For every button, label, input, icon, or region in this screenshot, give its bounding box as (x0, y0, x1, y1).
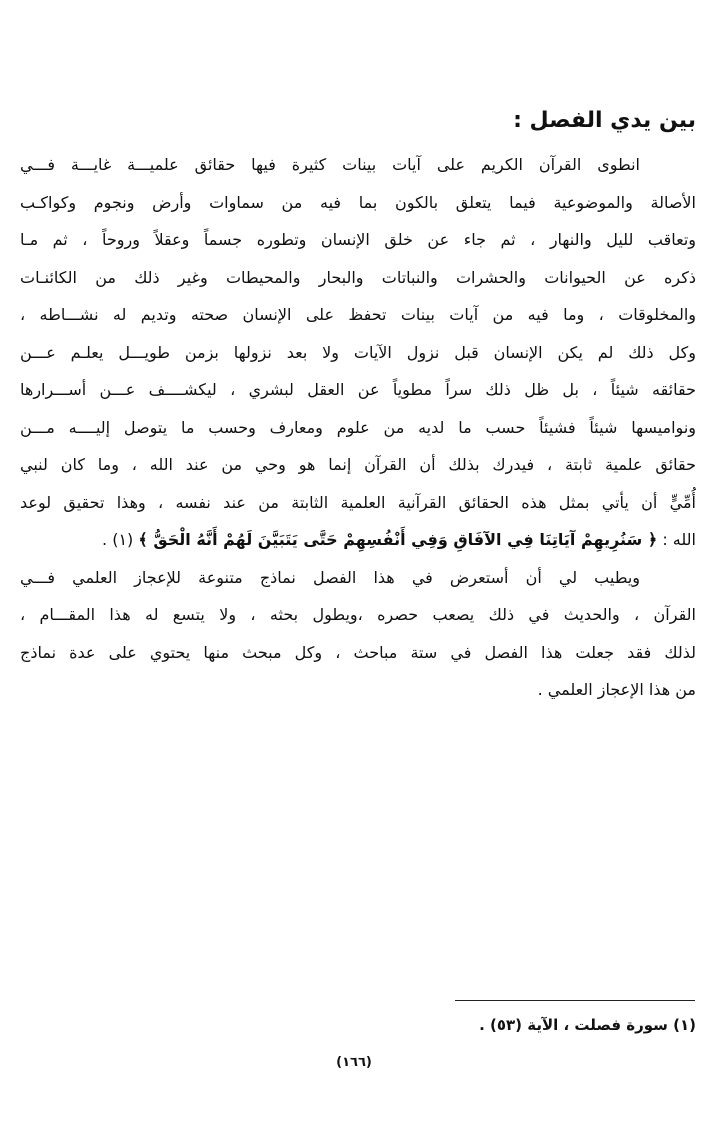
quran-verse: ﴿ سَنُرِيهِمْ آيَاتِنَا فِي الآفَاقِ وَفِي أَنْفُسِهِمْ حَتَّى يَتَبَيَّنَ لَهُمْ أَنَّهُ الْحَقُّ ﴾ (138, 530, 658, 549)
text-line: والمخلوقات ، وما فيه من آيات بينات تحفظ على الإنسان صحته وتديم له نشـــاطه ، (20, 305, 696, 324)
footnote-marker: (١) . (102, 530, 134, 549)
text-line: وتعاقب لليل والنهار ، ثم جاء عن خلق الإنسان وتطوره جسماً وعقلاً وروحاً ، ثم مـا (20, 230, 696, 249)
footnote-separator (455, 1000, 695, 1001)
footnote: (١) سورة فصلت ، الآية (٥٣) . (479, 1016, 696, 1034)
text-line: ونواميسها شيئاً فشيئاً حسب ما لديه من علوم ومعارف وحسب ما يتوصل إليــــه مـــن (20, 417, 696, 437)
text-line: أُمِّيٍّ أن يأتي بمثل هذه الحقائق القرآنية العلمية الثابتة من عند نفسه ، وهذا تحقيق لوعد (20, 492, 696, 512)
quran-verse-line (20, 521, 696, 559)
text-line: انطوى القرآن الكريم على آيات بينات كثيرة فيها حقائق علميـــة غايـــة فـــي (20, 155, 640, 174)
page-number: (١٦٦) (336, 1055, 372, 1070)
text-line: ويطيب لي أن أستعرض في هذا الفصل نماذج متنوعة للإعجاز العلمي فـــي (20, 567, 640, 587)
text-line: ذكره عن الحيوانات والحشرات والنباتات والبحار والمحيطات وغير ذلك من الكائنـات (20, 267, 696, 287)
text-line: وكل ذلك لم يكن الإنسان قبل نزول الآيات ولا بعد نزولها بزمن طويـــل يعلـم عـــن (20, 342, 696, 362)
text-line: حقائق علمية ثابتة ، فيدرك بذلك أن القرآن إنما هو وحي من عند الله ، وما كان لنبي (20, 455, 696, 474)
text-line: حقائقه شيئاً ، بل ظل ذلك سراً مطوياً عن العقل لبشري ، ليكشــــف عـــن أســـرارها (20, 380, 696, 399)
text-line: القرآن ، والحديث في ذلك يصعب حصره ،ويطول بحثه ، ولا يتسع له هذا المقـــام ، (20, 605, 696, 624)
text-line: من هذا الإعجاز العلمي . (537, 680, 696, 699)
section-heading: بين يدي الفصل : (513, 108, 696, 133)
verse-intro: الله : (662, 530, 696, 549)
text-line: لذلك فقد جعلت هذا الفصل في ستة مباحث ، وكل مبحث منها يحتوي على عدة نماذج (20, 642, 696, 662)
text-line: الأصالة والموضوعية فيما يتعلق بالكون بما فيه من سماوات وأرض ونجوم وكواكـب (20, 192, 696, 212)
body-text (20, 146, 696, 709)
